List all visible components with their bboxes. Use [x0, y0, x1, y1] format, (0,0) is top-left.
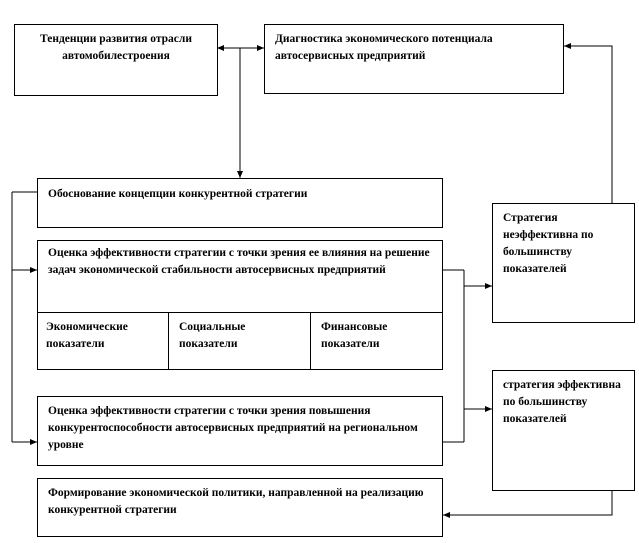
indicators-row	[38, 313, 442, 370]
effective-to-policy-arrow	[443, 491, 612, 515]
trends-label: Тенденции развития отрасли автомобилестроения	[40, 33, 192, 62]
policy-label: Формирование экономической политики, направленной на реализацию конкурентной стратегии	[48, 487, 424, 516]
policy-box	[37, 478, 443, 537]
ineffective-box	[492, 203, 635, 323]
economic-indicators-cell	[38, 313, 169, 370]
feedback-to-diagnostics-arrow	[564, 46, 612, 203]
social-indicators-cell	[169, 313, 311, 370]
trends-box	[14, 24, 218, 96]
effective-box	[492, 370, 635, 491]
evaluation-competitiveness-box	[37, 396, 443, 466]
evaluation-stability-box	[37, 240, 443, 370]
ineffective-label: Стратегия неэффективна по большинству показателей	[503, 212, 594, 275]
financial-indicators-label: Финансовые показатели	[321, 321, 388, 350]
diagnostics-box	[264, 24, 564, 94]
evaluation-stability-label: Оценка эффективности стратегии с точки зрения ее влияния на решение задач экономической стабильности автосервисных предприятий	[48, 247, 430, 276]
economic-indicators-label: Экономические показатели	[46, 321, 128, 350]
social-indicators-label: Социальные показатели	[179, 321, 246, 350]
concept-box	[37, 178, 443, 228]
financial-indicators-cell	[311, 313, 442, 370]
evaluation-stability-header	[38, 241, 442, 313]
effective-label: стратегия эффективна по большинству показателей	[503, 379, 621, 425]
evaluation-competitiveness-label: Оценка эффективности стратегии с точки зрения повышения конкурентоспособности автосервисных предприятий на региональном уровне	[48, 405, 418, 451]
concept-label: Обоснование концепции конкурентной стратегии	[48, 188, 308, 200]
diagnostics-label: Диагностика экономического потенциала автосервисных предприятий	[275, 33, 493, 62]
